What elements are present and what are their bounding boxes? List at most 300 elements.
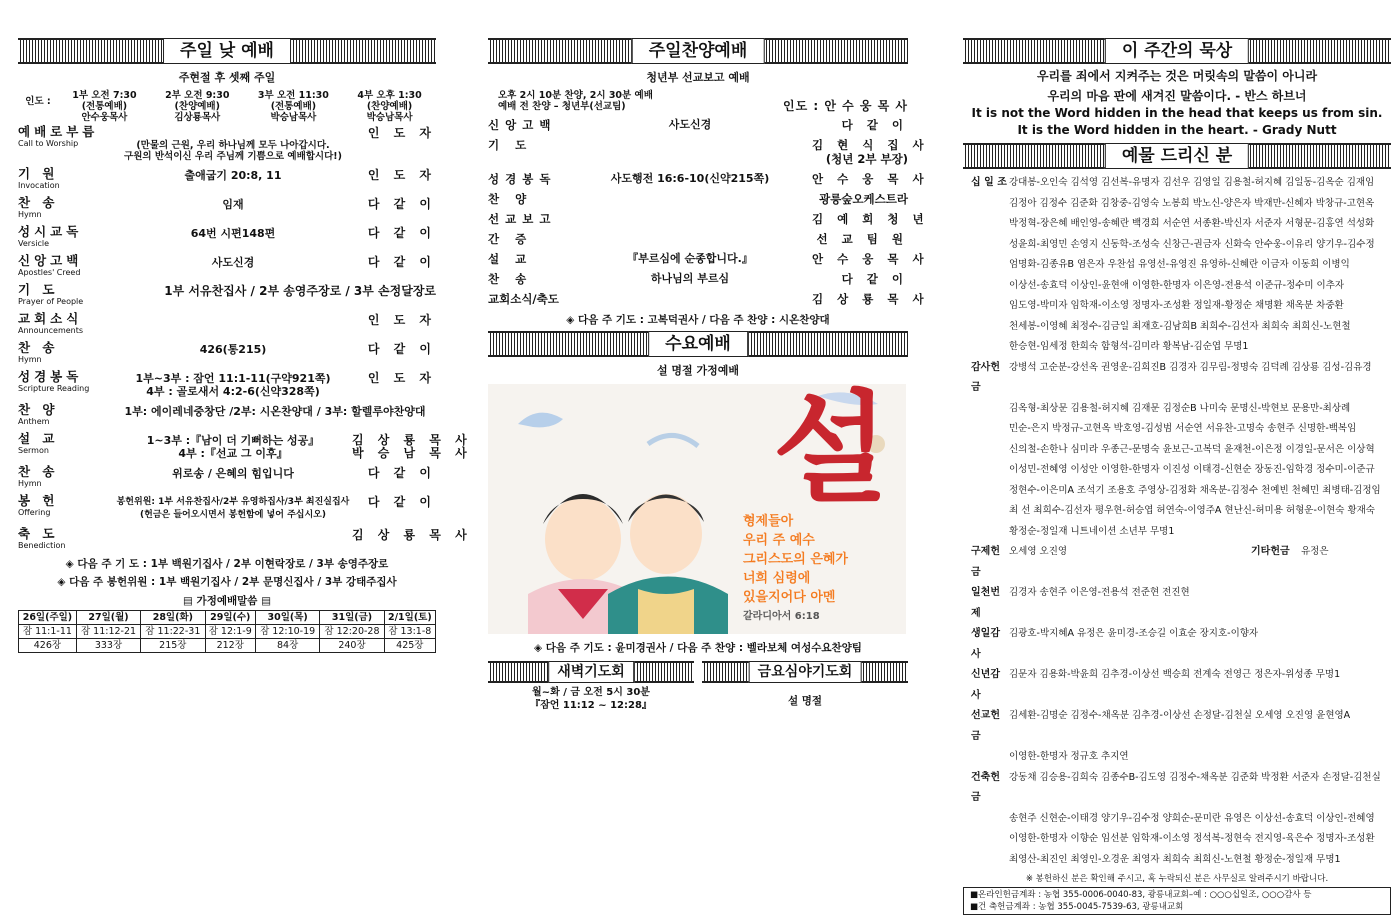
offering-names: 김광호-박지혜A 유정은 윤미경-조승길 이효순 장지호-이향자 bbox=[1009, 628, 1259, 639]
service-name: (전통예배) bbox=[81, 101, 128, 112]
praise-label: 찬 송 bbox=[488, 272, 533, 286]
order-right bbox=[352, 432, 472, 460]
offering-names: 엄명화-김종유B 염은자 우찬섭 유영선-유영진 유영하-신혜란 이금자 이동희 이병익 bbox=[1009, 259, 1350, 270]
offering-row bbox=[971, 194, 1391, 215]
offering-row bbox=[971, 296, 1391, 317]
offering-names: 신의철-손한나 심미라 우종근-문명숙 윤보근-고복덕 윤재천-이은정 이경일-문서은 이상혁 bbox=[1009, 443, 1375, 455]
order-label-ko: 교회소식 bbox=[18, 311, 83, 326]
offering-note: ※ 봉헌하신 분은 확인해 주시고, 혹 누락되신 분은 사무실로 알려주시기 바랍니다. bbox=[1025, 874, 1329, 884]
reading-ref: 잠 12:10-19 bbox=[255, 625, 319, 639]
order-label-ko: 찬 송 bbox=[18, 195, 59, 210]
service-times bbox=[18, 90, 436, 123]
praise-worship-title: 주일찬양예배 bbox=[632, 38, 765, 64]
offering-names: 한승현-임세정 한희숙 함형석-김미라 황복남-김순엽 무명1 bbox=[1009, 341, 1249, 352]
order-label bbox=[18, 196, 114, 219]
order-right bbox=[352, 167, 436, 182]
order-person: 다 같 이 bbox=[367, 495, 436, 509]
order-main: 위로송 / 은혜의 힘입니다 bbox=[172, 467, 294, 480]
order-row bbox=[18, 254, 436, 278]
offering-kind: 건축헌금 bbox=[971, 771, 1000, 803]
illustration-verse bbox=[743, 512, 848, 626]
order-content bbox=[114, 403, 436, 418]
offering-kind bbox=[971, 747, 1009, 768]
reading-day: 30일(목) bbox=[255, 611, 319, 625]
praise-label: 성경봉독 bbox=[488, 172, 557, 186]
seollal-illustration bbox=[488, 378, 906, 634]
offering-row bbox=[971, 665, 1391, 706]
offering-kind bbox=[971, 194, 1009, 215]
praise-person: 안 수 웅 목 사 bbox=[812, 172, 929, 186]
sunday-worship-title: 주일 낮 예배 bbox=[163, 38, 291, 64]
wednesday-header bbox=[488, 331, 908, 357]
order-row bbox=[18, 494, 436, 522]
praise-person-box bbox=[812, 212, 929, 226]
praise-row bbox=[488, 138, 929, 166]
order-main: 봉헌위원: 1부 서유찬집사/2부 유영하집사/3부 최진실집사 bbox=[116, 497, 350, 507]
offering-kind: 구제헌금 bbox=[971, 546, 1000, 578]
offering-kind: 일천번제 bbox=[971, 587, 1000, 619]
praise-content: 사도신경 bbox=[668, 118, 712, 131]
offering-header bbox=[963, 143, 1391, 169]
offering-list bbox=[963, 173, 1391, 870]
order-label-en: Offering bbox=[18, 508, 51, 517]
verse-ref: 갈라디아서 6:18 bbox=[743, 611, 820, 622]
order-label bbox=[18, 465, 114, 488]
order-person: 다 같 이 bbox=[367, 342, 436, 356]
order-label-en: Anthem bbox=[18, 417, 50, 426]
order-person: 다 같 이 bbox=[367, 255, 436, 269]
reading-ref: 잠 11:22-31 bbox=[141, 625, 205, 639]
service-block bbox=[165, 90, 229, 123]
reading-hymn: 425장 bbox=[384, 639, 435, 653]
praise-label: 신앙고백 bbox=[488, 118, 557, 132]
order-label bbox=[18, 254, 114, 277]
order-label bbox=[18, 312, 114, 335]
offering-kind bbox=[971, 255, 1009, 276]
order-content bbox=[114, 494, 352, 522]
next-prayer: ◈ 다음 주 기 도 : 1부 백원기집사 / 2부 이현락장로 / 3부 송영주장로 bbox=[65, 558, 389, 570]
order-person: 김 상 룡 목 사 bbox=[352, 433, 472, 447]
offering-row bbox=[971, 276, 1391, 297]
service-time: 2부 오전 9:30 bbox=[165, 90, 230, 101]
order-content bbox=[114, 370, 352, 398]
offering-names: 성윤희-최영민 손영지 신동학-조성숙 신창근-권금자 신화숙 안수웅-이유리 양기우-김수정 bbox=[1009, 238, 1375, 250]
order-label bbox=[18, 225, 114, 248]
order-label-en: Benediction bbox=[18, 541, 66, 550]
praise-content: 『부르심에 순종합니다.』 bbox=[627, 252, 753, 265]
order-content bbox=[114, 225, 352, 240]
verse-line: 형제들아 bbox=[743, 514, 794, 529]
order-content bbox=[114, 527, 352, 529]
offering-kind bbox=[971, 214, 1009, 235]
order-row bbox=[18, 196, 436, 220]
offering-row bbox=[971, 481, 1391, 502]
offering-names: 강대봉-오인숙 김석영 김선복-유명자 김선우 김영일 김용철-허지혜 김일동-김옥순 김재임 bbox=[1009, 177, 1375, 188]
sunday-order bbox=[18, 124, 472, 551]
order-row bbox=[18, 341, 436, 365]
offering-names: 김경자 송현주 이은영-전용석 전준현 전진현 bbox=[1009, 587, 1190, 598]
praise-label: 찬 양 bbox=[488, 192, 533, 206]
praise-time-2: 예배 전 찬양 – 청년부(선교팀) bbox=[498, 101, 626, 112]
order-label-ko: 성시교독 bbox=[18, 224, 83, 239]
order-content bbox=[114, 283, 436, 298]
order-row bbox=[18, 167, 436, 191]
order-label-ko: 성경봉독 bbox=[18, 369, 83, 384]
offering-kind bbox=[971, 522, 1009, 543]
order-sub: 4부 : 골로새서 4:2-6(신약328쪽) bbox=[146, 385, 320, 398]
order-label-en: Apostles' Creed bbox=[18, 268, 81, 277]
praise-person: 광릉숲오케스트라 bbox=[819, 192, 908, 206]
offering-names: 이성민-전혜영 이성안 이영한-한명자 이진성 이태경-신현순 장동진-임학경 정수미-이준규 bbox=[1009, 464, 1375, 475]
praise-worship-header bbox=[488, 38, 908, 64]
order-label bbox=[18, 432, 114, 455]
praise-subtitle: 청년부 선교보고 예배 bbox=[646, 71, 750, 84]
order-right bbox=[352, 494, 436, 509]
offering-names: 이영한-한명자 이향순 임선분 임학재-이소영 정석복-정현숙 전지영-육은수 정명자-조성환 bbox=[1009, 833, 1375, 844]
offering-names: 정현수-이은미A 조석기 조용호 주영상-김정화 채옥분-김정수 천예빈 천혜민 최병태-김정임 bbox=[1009, 484, 1381, 496]
offering-row bbox=[971, 399, 1391, 420]
praise-person-box bbox=[812, 118, 908, 132]
order-label-ko: 신앙고백 bbox=[18, 253, 83, 268]
offering-row bbox=[971, 583, 1391, 624]
praise-person-box bbox=[812, 192, 908, 206]
reading-day: 31일(금) bbox=[320, 611, 384, 625]
praise-row bbox=[488, 292, 929, 306]
order-label-en: Versicle bbox=[18, 239, 49, 248]
praise-time bbox=[488, 90, 908, 112]
praise-content bbox=[580, 292, 812, 306]
sunday-worship-header bbox=[18, 38, 436, 64]
reading-ref: 잠 13:1-8 bbox=[384, 625, 435, 639]
offering-kind bbox=[971, 850, 1009, 871]
offering-kind bbox=[971, 501, 1009, 522]
offering-kind bbox=[971, 481, 1009, 502]
order-person: 다 같 이 bbox=[367, 197, 436, 211]
praise-content bbox=[568, 138, 812, 166]
order-main: 64번 시편148편 bbox=[190, 227, 276, 240]
meditation-line: 우리의 마음 판에 새겨진 말씀이다. - 반스 하브너 bbox=[1047, 89, 1307, 103]
order-label-ko: 설 교 bbox=[18, 431, 59, 446]
praise-worship-column bbox=[488, 38, 929, 758]
praise-row bbox=[488, 232, 908, 246]
order-person: 인 도 자 bbox=[367, 126, 436, 140]
praise-time-1: 오후 2시 10분 찬양, 2시 30분 예배 bbox=[498, 90, 653, 101]
order-content bbox=[114, 312, 352, 314]
offering-kind: 생일감사 bbox=[971, 628, 1000, 660]
service-block bbox=[258, 90, 329, 123]
offering-title: 예물 드리신 분 bbox=[1105, 143, 1249, 169]
praise-person: 김 예 희 청 년 bbox=[812, 212, 929, 226]
offering-kind: 십 일 조 bbox=[971, 177, 1007, 188]
offering-row bbox=[971, 542, 1391, 583]
verse-line: 있을지어다 아멘 bbox=[743, 590, 836, 605]
offering-names: 천세봉-이영혜 최정수-김금일 최재호-김남희B 최희수-김선자 최희숙 최희신-노현철 bbox=[1009, 320, 1351, 332]
offering-kind bbox=[971, 337, 1009, 358]
praise-next: ◈ 다음 주 기도 : 고복덕권사 / 다음 주 찬양 : 시온찬양대 bbox=[566, 314, 830, 326]
order-person: 박 승 남 목 사 bbox=[352, 446, 472, 460]
offering-names: 민순-은지 박정규-고현옥 박호영-김성범 서순연 서유찬-고명숙 송현주 신명한-백복임 bbox=[1009, 423, 1357, 434]
offering-names: 강병석 고순분-강선옥 권영운-김희진B 김경자 김무림-정명숙 김덕례 김상룡 김성-김유경 bbox=[1009, 361, 1372, 373]
offering-row bbox=[971, 768, 1391, 809]
offering-row bbox=[971, 460, 1391, 481]
dawn-ref: 『잠언 11:12 ~ 12:28』 bbox=[530, 700, 652, 711]
order-content bbox=[114, 254, 352, 269]
praise-person-box bbox=[812, 232, 908, 246]
online-account: ■온라인헌금계좌 : 농협 355-0006-0040-83, 광릉내교회–예 : ○○○십일조, ○○○감사 등 bbox=[970, 890, 1312, 900]
order-person: 다 같 이 bbox=[367, 226, 436, 240]
order-content bbox=[114, 125, 352, 162]
order-sub: 4부 :『선교 그 이후』 bbox=[178, 447, 288, 460]
offering-names: 김문자 김용화-박윤희 김추경-이상선 백승희 전계숙 전영근 정은자-위성종 무명1 bbox=[1009, 669, 1341, 680]
service-time: 1부 오전 7:30 bbox=[72, 90, 137, 101]
order-content bbox=[114, 341, 352, 356]
praise-leader: 인도 : 안 수 웅 목 사 bbox=[782, 99, 908, 113]
order-label-en: Hymn bbox=[18, 355, 42, 364]
order-row bbox=[18, 125, 436, 162]
praise-order bbox=[488, 118, 929, 306]
order-label bbox=[18, 341, 114, 364]
order-label-ko: 찬 송 bbox=[18, 340, 59, 355]
meditation-line: It is not the Word hidden in the head that keeps us from sin. bbox=[971, 106, 1383, 120]
order-label-ko: 봉 헌 bbox=[18, 493, 59, 508]
offering-kind bbox=[971, 296, 1009, 317]
offering-kind bbox=[971, 235, 1009, 256]
offering-kind bbox=[971, 276, 1009, 297]
order-row bbox=[18, 431, 472, 460]
offering-kind bbox=[971, 399, 1009, 420]
order-main: 임재 bbox=[222, 198, 244, 211]
reading-hymn: 84장 bbox=[255, 639, 319, 653]
order-right bbox=[352, 225, 436, 240]
reading-day: 29일(수) bbox=[205, 611, 255, 625]
order-right bbox=[352, 527, 472, 542]
wednesday-subtitle: 설 명절 가정예배 bbox=[656, 364, 740, 377]
offering-kind bbox=[971, 419, 1009, 440]
order-person: 인 도 자 bbox=[367, 371, 436, 385]
offering-row bbox=[971, 829, 1391, 850]
praise-label: 교회소식/축도 bbox=[488, 292, 559, 306]
service-leader: 김상룡목사 bbox=[174, 112, 221, 123]
order-label bbox=[18, 403, 114, 426]
offering-row bbox=[971, 358, 1391, 399]
order-person: 인 도 자 bbox=[367, 313, 436, 327]
praise-row bbox=[488, 118, 908, 132]
service-block bbox=[357, 90, 421, 123]
meditation-line: It is the Word hidden in the heart. - Grady Nutt bbox=[1017, 123, 1337, 137]
offering-names: 임도영-박미자 임학재-이소영 정명자-조성환 정일재-황정순 채명환 채옥분 차중환 bbox=[1009, 300, 1344, 311]
lead-label: 인도 : bbox=[25, 96, 51, 107]
offering-row bbox=[971, 706, 1391, 747]
offering-names: 이영한-한명자 정규호 추지연 bbox=[1009, 751, 1129, 762]
offering-column bbox=[963, 38, 1391, 912]
order-label-en: Hymn bbox=[18, 210, 42, 219]
praise-label: 선교보고 bbox=[488, 212, 557, 226]
order-row bbox=[18, 403, 436, 427]
praise-content bbox=[568, 232, 812, 246]
praise-person-box bbox=[812, 172, 929, 186]
offering-row bbox=[971, 747, 1391, 768]
reading-ref: 잠 11:1-11 bbox=[19, 625, 77, 639]
order-row bbox=[18, 370, 436, 398]
offering-kind bbox=[971, 440, 1009, 461]
reading-day: 27일(월) bbox=[76, 611, 140, 625]
order-label-ko: 예배로부름 bbox=[18, 124, 99, 139]
praise-person: 다 같 이 bbox=[841, 272, 908, 286]
order-label-en: Invocation bbox=[18, 181, 60, 190]
order-right bbox=[352, 254, 436, 269]
verse-line: 그리스도의 은혜가 bbox=[743, 552, 848, 567]
offering-row bbox=[971, 624, 1391, 665]
next-offering: ◈ 다음 주 봉헌위원 : 1부 백원기집사 / 2부 문명신집사 / 3부 강태주집사 bbox=[57, 576, 397, 588]
service-name: (찬양예배) bbox=[366, 101, 413, 112]
reading-ref: 잠 12:1-9 bbox=[205, 625, 255, 639]
offering-kind bbox=[971, 317, 1009, 338]
offering-row bbox=[971, 337, 1391, 358]
order-label-ko: 찬 양 bbox=[18, 402, 59, 417]
meditation-header bbox=[963, 38, 1391, 64]
service-time: 3부 오전 11:30 bbox=[257, 90, 329, 101]
offering-names: 강동채 김승용-김희숙 김종수B-김도영 김정수-채옥분 김준화 박정환 서준자 손정달-김천실 bbox=[1009, 771, 1381, 783]
offering-row bbox=[971, 522, 1391, 543]
praise-label: 설 교 bbox=[488, 252, 533, 266]
order-row bbox=[18, 465, 436, 489]
order-label-en: Prayer of People bbox=[18, 297, 84, 306]
offering-row bbox=[971, 501, 1391, 522]
order-label-en: Hymn bbox=[18, 479, 42, 488]
order-main: 1~3부 :『남이 더 기뻐하는 성공』 bbox=[146, 434, 320, 447]
order-label-ko: 축 도 bbox=[18, 526, 59, 541]
offering-names: 오세영 오진영 bbox=[1009, 546, 1068, 557]
praise-person: 김 현 식 집 사 bbox=[812, 138, 929, 152]
order-label-en: Announcements bbox=[18, 326, 84, 335]
offering-names: 박정혁-장은혜 배인영-송혜란 백경희 서순연 서종환-박신자 서준자 서형문-김홍연 석성화 bbox=[1009, 218, 1375, 229]
praise-person-box bbox=[812, 252, 929, 266]
praise-label: 기 도 bbox=[488, 138, 533, 152]
praise-person: 김 상 룡 목 사 bbox=[812, 292, 929, 306]
order-right bbox=[352, 196, 436, 211]
prayer-meetings bbox=[488, 661, 908, 712]
reading-hymn: 240장 bbox=[320, 639, 384, 653]
meditation-title: 이 주간의 묵상 bbox=[1105, 38, 1249, 64]
offering-row bbox=[971, 173, 1391, 194]
order-right bbox=[352, 125, 436, 140]
offering-kind bbox=[971, 809, 1009, 830]
offering-names: 김정아 김정수 김준화 김창중-김영숙 노봉희 박노신-양은자 박재만-신혜자 박창규-고현옥 bbox=[1009, 197, 1375, 209]
offering-names: 최 선 최희수-김선자 평우현-허승엽 허연숙-이영주A 현난신-허미용 허형운-이현숙 황재숙 bbox=[1009, 505, 1375, 516]
service-block bbox=[72, 90, 136, 123]
reading-hymn: 426장 bbox=[19, 639, 77, 653]
offering-names: 송현주 신현순-이태경 양기우-김수정 양희순-문미란 유영은 이상선-송효덕 이상인-전혜영 bbox=[1009, 812, 1375, 824]
order-label-ko: 찬 송 bbox=[18, 464, 59, 479]
verse-line: 우리 주 예수 bbox=[743, 533, 815, 548]
order-content bbox=[114, 167, 352, 182]
praise-person-box bbox=[812, 138, 929, 166]
offering-kind: 선교헌금 bbox=[971, 710, 1000, 742]
order-content bbox=[114, 196, 352, 211]
service-leader: 박승남목사 bbox=[270, 112, 317, 123]
order-main: 사도신경 bbox=[211, 256, 255, 269]
reading-day: 2/1일(토) bbox=[384, 611, 435, 625]
call-text: 구원의 반석이신 우리 주님께 기쁨으로 예배합시다!) bbox=[124, 151, 342, 162]
wednesday-title: 수요예배 bbox=[648, 331, 748, 357]
offering-names: 유정은 bbox=[1301, 546, 1329, 557]
order-label-ko: 기 도 bbox=[18, 282, 59, 297]
seol-character: 설 bbox=[773, 378, 889, 519]
order-label bbox=[18, 370, 114, 393]
dawn-title: 새벽기도회 bbox=[548, 661, 634, 683]
reading-ref: 잠 12:20-28 bbox=[320, 625, 384, 639]
order-label bbox=[18, 527, 114, 550]
reading-hymn: 215장 bbox=[141, 639, 205, 653]
service-name: (전통예배) bbox=[270, 101, 317, 112]
offering-row bbox=[971, 850, 1391, 871]
order-row bbox=[18, 526, 472, 551]
praise-row bbox=[488, 172, 929, 186]
offering-kind bbox=[971, 460, 1009, 481]
order-label-en: Sermon bbox=[18, 446, 49, 455]
account-box bbox=[963, 887, 1391, 915]
praise-content bbox=[568, 212, 812, 226]
reading-hymn: 212장 bbox=[205, 639, 255, 653]
offering-row bbox=[971, 419, 1391, 440]
praise-content bbox=[568, 192, 812, 206]
order-main: 1부: 에이레네중창단 /2부: 시온찬양대 / 3부: 할렐루야찬양대 bbox=[124, 405, 426, 418]
offering-row bbox=[971, 235, 1391, 256]
order-label bbox=[18, 494, 114, 517]
order-person: 김 상 룡 목 사 bbox=[352, 528, 472, 542]
praise-person-box bbox=[812, 292, 929, 306]
praise-person-box bbox=[812, 272, 908, 286]
praise-row bbox=[488, 272, 908, 286]
order-main: 426(통215) bbox=[199, 343, 267, 356]
offering-kind: 감사헌금 bbox=[971, 361, 1000, 393]
order-right bbox=[352, 312, 436, 327]
praise-content: 하나님의 부르심 bbox=[650, 272, 730, 285]
friday-title: 금요심야기도회 bbox=[749, 661, 862, 683]
praise-row bbox=[488, 192, 908, 206]
order-row bbox=[18, 283, 436, 307]
service-name: (찬양예배) bbox=[174, 101, 220, 112]
order-label bbox=[18, 283, 114, 306]
reading-day: 28일(화) bbox=[141, 611, 205, 625]
praise-content: 사도행전 16:6-10(신약215쪽) bbox=[610, 172, 770, 185]
friday-text: 설 명절 bbox=[787, 695, 823, 707]
sunday-worship-column bbox=[18, 38, 472, 758]
offering-names: 황정순-정일재 니트네이션 소년부 무명1 bbox=[1009, 525, 1175, 537]
order-right bbox=[352, 370, 436, 385]
service-leader: 안수웅목사 bbox=[81, 112, 128, 123]
offering-names: 이상선-송효덕 이상인-윤현애 이영한-한명자 이은영-전용석 이준규-정수미 이추자 bbox=[1009, 279, 1345, 291]
verse-line: 너희 심령에 bbox=[743, 571, 811, 586]
order-row bbox=[18, 225, 436, 249]
offering-row bbox=[971, 255, 1391, 276]
offering-names: 김옥형-최상문 김용철-허지혜 김재문 김정순B 나미숙 문명신-박현보 문용만-최상례 bbox=[1009, 402, 1351, 414]
order-right bbox=[352, 465, 436, 480]
order-label bbox=[18, 125, 114, 148]
meditation-line: 우리를 죄에서 지켜주는 것은 머릿속의 말씀이 아니라 bbox=[1036, 69, 1318, 83]
offering-row bbox=[971, 440, 1391, 461]
order-person: 인 도 자 bbox=[367, 168, 436, 182]
praise-person: (청년 2부 부장) bbox=[825, 152, 908, 166]
offering-kind bbox=[971, 829, 1009, 850]
reading-ref: 잠 11:12-21 bbox=[76, 625, 140, 639]
sunday-subtitle: 주현절 후 셋째 주일 bbox=[178, 71, 276, 84]
offering-names: 김세환-김명순 김정수-채옥분 김추경-이상선 손정달-김천실 오세영 오진영 윤현영A bbox=[1009, 710, 1351, 721]
call-text: (만물의 근원, 우리 하나님께 모두 나아갑시다. bbox=[136, 140, 330, 151]
praise-person: 다 같 이 bbox=[841, 118, 908, 132]
order-person: 다 같 이 bbox=[367, 466, 436, 480]
offering-row bbox=[971, 809, 1391, 830]
